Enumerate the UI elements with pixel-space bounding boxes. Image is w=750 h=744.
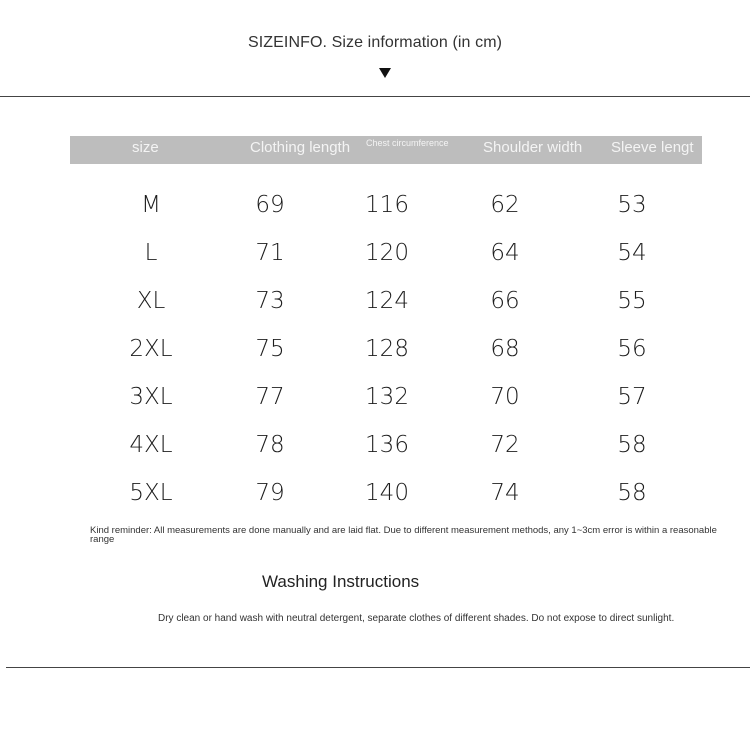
washing-instructions-text: Dry clean or hand wash with neutral detergent, separate clothes of different shades. Do not expose to direct sunlight. (158, 613, 675, 624)
table-row (0, 480, 750, 528)
header-size: size (132, 139, 159, 156)
cell-sleeve: 56 (617, 336, 647, 362)
cell-size: XL (136, 288, 166, 314)
cell-sleeve: 54 (617, 240, 647, 266)
header-clothing-length: Clothing length (250, 139, 351, 156)
cell-sleeve: 58 (617, 480, 647, 506)
table-row (0, 240, 750, 288)
table-row (0, 384, 750, 432)
cell-clothing-length: 75 (255, 336, 285, 362)
cell-chest: 120 (365, 240, 409, 266)
cell-sleeve: 57 (617, 384, 647, 410)
cell-size: 3XL (129, 384, 173, 410)
cell-size: 4XL (129, 432, 173, 458)
cell-sleeve: 58 (617, 432, 647, 458)
header-shoulder-width: Shoulder width (483, 139, 583, 156)
cell-size: 2XL (129, 336, 173, 362)
size-table-header (70, 136, 702, 164)
table-row (0, 192, 750, 240)
cell-size: 5XL (129, 480, 173, 506)
bottom-divider (6, 667, 750, 668)
cell-chest: 124 (365, 288, 409, 314)
cell-size: L (144, 240, 158, 266)
cell-chest: 132 (365, 384, 409, 410)
cell-shoulder: 72 (490, 432, 520, 458)
cell-sleeve: 55 (617, 288, 647, 314)
top-divider (0, 96, 750, 97)
cell-chest: 128 (365, 336, 409, 362)
cell-shoulder: 66 (490, 288, 520, 314)
kind-reminder-note: Kind reminder: All measurements are done manually and are laid flat. Due to different measurement methods, any 1~3cm error is within a reasonable range (90, 525, 717, 545)
cell-clothing-length: 69 (255, 192, 285, 218)
cell-clothing-length: 71 (255, 240, 285, 266)
cell-clothing-length: 73 (255, 288, 285, 314)
page-title: SIZEINFO. Size information (in cm) (247, 34, 503, 51)
header-chest-circumference: Chest circumference (366, 138, 449, 148)
cell-shoulder: 68 (490, 336, 520, 362)
cell-chest: 116 (365, 192, 409, 218)
cell-clothing-length: 78 (255, 432, 285, 458)
cell-sleeve: 53 (617, 192, 647, 218)
cell-shoulder: 70 (490, 384, 520, 410)
cell-clothing-length: 77 (255, 384, 285, 410)
down-triangle-icon (379, 68, 391, 78)
header-sleeve-length: Sleeve lengt (611, 139, 694, 156)
cell-chest: 136 (365, 432, 409, 458)
cell-size: M (141, 192, 161, 218)
washing-instructions-title: Washing Instructions (262, 572, 420, 591)
cell-clothing-length: 79 (255, 480, 285, 506)
cell-shoulder: 74 (490, 480, 520, 506)
table-row (0, 336, 750, 384)
cell-shoulder: 62 (490, 192, 520, 218)
table-row (0, 432, 750, 480)
cell-chest: 140 (365, 480, 409, 506)
table-row (0, 288, 750, 336)
cell-shoulder: 64 (490, 240, 520, 266)
